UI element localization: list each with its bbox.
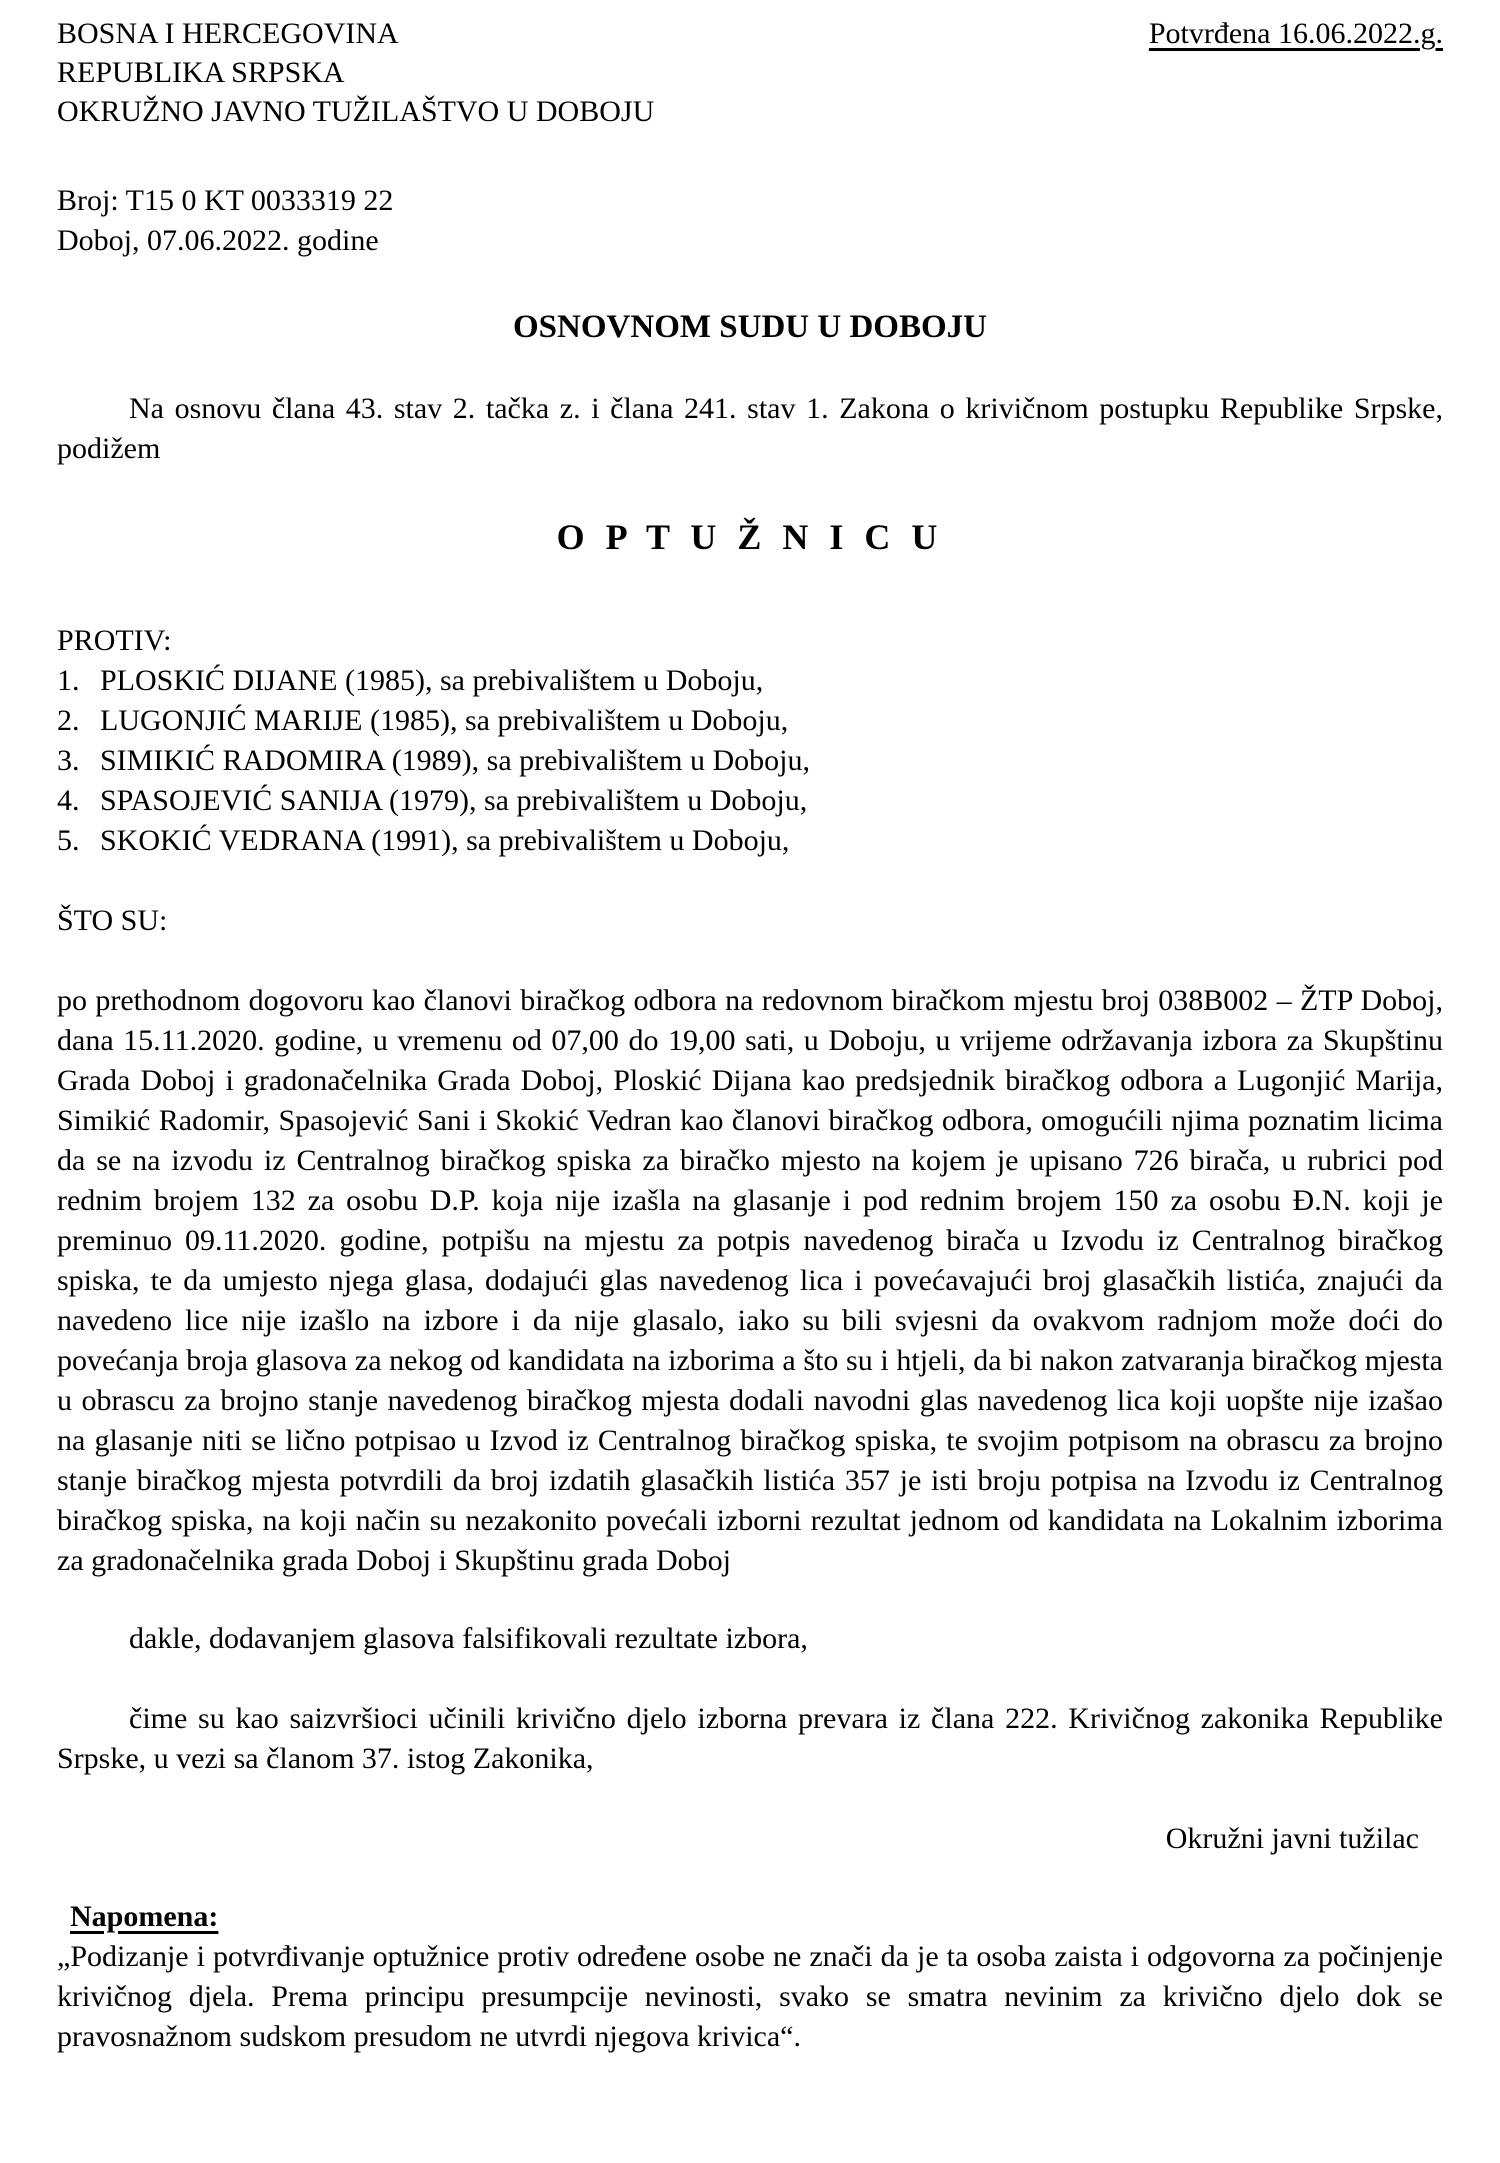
document-title: O P T U Ž N I C U	[556, 517, 944, 557]
against-label: PROTIV:	[57, 624, 172, 657]
note-text: „Podizanje i potvrđivanje optužnice protiv određene osobe ne znači da je ta osoba zaista i odgovorna za počinjenje krivičnog djela. Prema principu presumpcije nevinosti, svako se smatra nevinim za krivično djelo dok se pravosnažnom sudskom presudom ne utvrdi njegova krivica“.	[57, 1940, 1443, 2053]
signature-title: Okružni javni tužilac	[1165, 1822, 1419, 1855]
what-they-did-label: ŠTO SU:	[57, 904, 168, 937]
defendant-item	[57, 781, 1443, 821]
defendant-number: 2.	[57, 704, 80, 737]
defendant-item	[57, 661, 1443, 701]
conclusion-fact: dakle, dodavanjem glasova falsifikovali rezultate izbora,	[129, 1622, 808, 1655]
defendant-name: SPASOJEVIĆ SANIJA (1979), sa prebivalištem u Doboju,	[100, 784, 808, 817]
place-and-date: Doboj, 07.06.2022. godine	[57, 224, 379, 257]
defendant-number: 3.	[57, 744, 80, 777]
header-country: BOSNA I HERCEGOVINA	[57, 17, 399, 50]
defendant-number: 5.	[57, 824, 80, 857]
statement-of-facts: po prethodnom dogovoru kao članovi biračkog odbora na redovnom biračkom mjestu broj 038B002 – ŽTP Doboj, dana 15.11.2020. godine, u vremenu od 07,00 do 19,00 sati, u Doboju, u vrijeme održavanja izbora za Skupštinu Grada Doboj i gradonačelnika Grada Doboj, Ploskić Dijana kao predsjednik biračkog odbora a Lugonjić Marija, Simikić Radomir, Spasojević Sani i Skokić Vedran kao članovi biračkog odbora, omogućili njima poznatim licima da se na izvodu iz Centralnog biračkog spiska za biračko mjesto na kojem je upisano 726 birača, u rubrici pod rednim brojem 132 za osobu D.P. koja nije izašla na glasanje i pod rednim brojem 150 za osobu Đ.N. koji je preminuo 09.11.2020. godine, potpišu na mjestu za potpis navedenog birača u Izvodu iz Centralnog biračkog spiska, te da umjesto njega glasa, dodajući glas navedenog lica i povećavajući broj glasačkih listića, znajući da navedeno lice nije izašlo na izbore i da nije glasalo, iako su bili svjesni da ovakvom radnjom može doći do povećanja broja glasova za nekog od kandidata na izborima a što su i htjeli, da bi nakon zatvaranja biračkog mjesta u obrascu za brojno stanje navedenog biračkog mjesta dodali navodni glas navedenog lica koji uopšte nije izašao na glasanje niti se lično potpisao u Izvod iz Centralnog biračkog spiska, te svojim potpisom na obrascu za brojno stanje biračkog mjesta potvrdili da broj izdatih glasačkih listića 357 je isti broju potpisa na Izvodu iz Centralnog biračkog spiska, na koji način su nezakonito povećali izborni rezultat jednom od kandidata na Lokalnim izborima za gradonačelnika grada Doboj i Skupštinu grada Doboj	[57, 984, 1443, 1577]
addressee-court: OSNOVNOM SUDU U DOBOJU	[513, 309, 987, 345]
note-block	[57, 1897, 1443, 2057]
header-entity: REPUBLIKA SRPSKA	[57, 56, 345, 89]
confirmation-date: Potvrđena 16.06.2022.g.	[1148, 17, 1443, 50]
defendant-name: SKOKIĆ VEDRANA (1991), sa prebivalištem u Doboju,	[100, 824, 790, 857]
issuing-authority-block	[57, 14, 654, 131]
defendant-name: PLOSKIĆ DIJANE (1985), sa prebivalištem u Doboju,	[100, 664, 764, 697]
defendant-item	[57, 741, 1443, 781]
defendant-item	[57, 701, 1443, 741]
case-reference-block	[57, 181, 1443, 261]
note-label: Napomena:	[70, 1900, 219, 1933]
defendants-list	[57, 661, 1443, 861]
conclusion-law: čime su kao saizvršioci učinili krivično djelo izborna prevara iz člana 222. Krivičnog zakonika Republike Srpske, u vezi sa članom 37. istog Zakonika,	[57, 1702, 1443, 1775]
defendant-name: LUGONJIĆ MARIJE (1985), sa prebivalištem u Doboju,	[100, 704, 789, 737]
document-header	[57, 14, 1443, 131]
defendant-number: 4.	[57, 784, 80, 817]
case-number: Broj: T15 0 KT 0033319 22	[57, 184, 394, 217]
header-office: OKRUŽNO JAVNO TUŽILAŠTVO U DOBOJU	[57, 95, 655, 128]
defendant-name: SIMIKIĆ RADOMIRA (1989), sa prebivalištem u Doboju,	[100, 744, 810, 777]
defendant-number: 1.	[57, 664, 80, 697]
defendant-item	[57, 821, 1443, 861]
legal-basis-paragraph: Na osnovu člana 43. stav 2. tačka z. i člana 241. stav 1. Zakona o krivičnom postupku Republike Srpske, podižem	[57, 392, 1443, 465]
